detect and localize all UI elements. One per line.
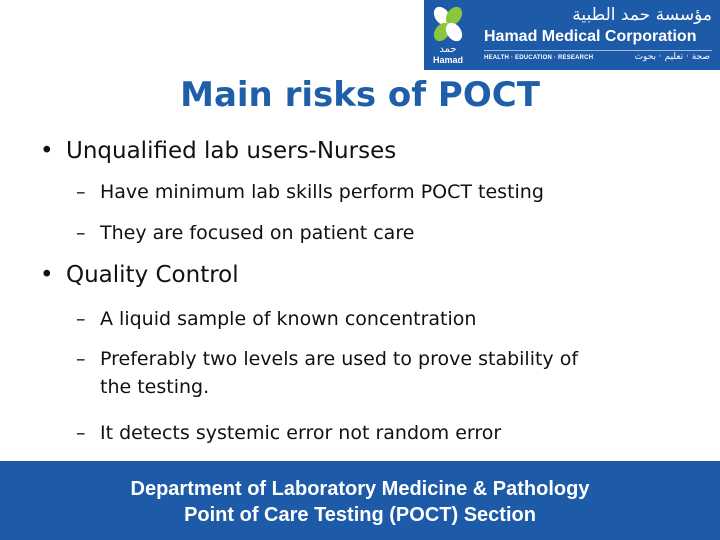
logo-english-name: Hamad Medical Corporation [484, 28, 697, 45]
logo-tagline: HEALTH · EDUCATION · RESEARCH [484, 55, 594, 61]
hmc-logo [424, 0, 720, 70]
bullet-item [40, 136, 396, 166]
sub-bullet-text: Preferably two levels are used to prove stability of [100, 348, 579, 370]
bullet-dot: • [40, 138, 54, 164]
logo-arabic-name: مؤسسة حمد الطبية [572, 5, 712, 25]
sub-bullet-item [76, 345, 686, 401]
sub-bullet-dash: – [76, 422, 86, 444]
slide-title: Main risks of POCT [180, 75, 540, 115]
sub-bullet-continuation: the testing. [100, 376, 210, 398]
sub-bullet-item [76, 419, 686, 447]
logo-hamad-short: Hamad [432, 55, 463, 65]
sub-bullet-dash: – [76, 308, 86, 330]
sub-bullet-text: It detects systemic error not random error [100, 422, 502, 444]
logo-arabic-short: حمد [439, 44, 457, 55]
logo-tagline-arabic: صحة · تعليم · بحوث [634, 52, 710, 62]
sub-bullet-text: They are focused on patient care [100, 222, 415, 244]
sub-bullet-dash: – [76, 222, 86, 244]
sub-bullet-text: A liquid sample of known concentration [100, 308, 477, 330]
sub-bullet-item [76, 178, 686, 206]
footer-department: Department of Laboratory Medicine & Pathology [130, 478, 590, 500]
sub-bullet-dash: – [76, 181, 86, 203]
bullet-text: Quality Control [66, 262, 239, 288]
bullet-dot: • [40, 262, 54, 288]
logo-divider [484, 50, 712, 51]
footer-banner [0, 461, 720, 540]
bullet-text: Unqualified lab users-Nurses [66, 138, 397, 164]
footer-section: Point of Care Testing (POCT) Section [184, 504, 536, 526]
sub-bullet-text: Have minimum lab skills perform POCT testing [100, 181, 544, 203]
bullet-item [40, 260, 239, 290]
sub-bullet-item [76, 305, 686, 333]
leaf-logo-icon [430, 4, 466, 44]
sub-bullet-dash: – [76, 348, 86, 370]
sub-bullet-item [76, 219, 686, 247]
